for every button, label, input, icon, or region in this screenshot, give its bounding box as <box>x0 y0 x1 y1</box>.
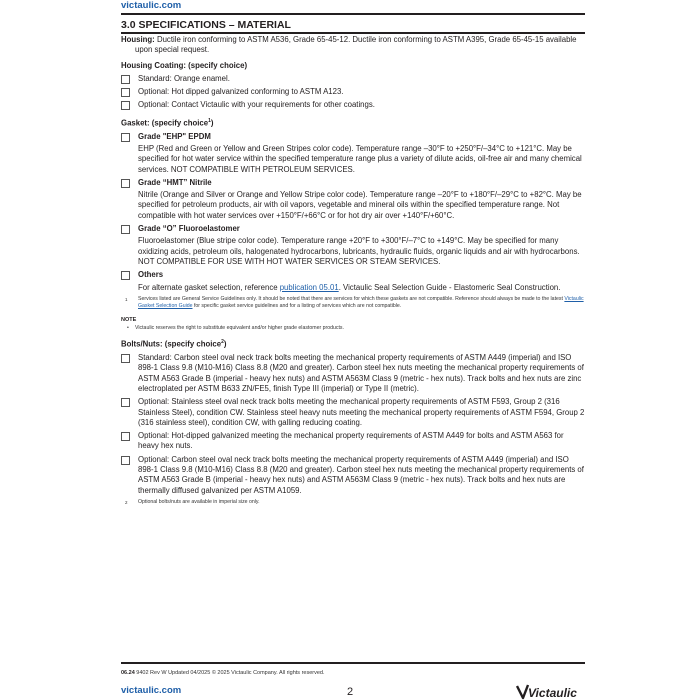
bolts-footnote: 2 Optional bolts/nuts are available in imperial size only. <box>125 498 260 505</box>
checkbox-icon[interactable] <box>121 225 130 234</box>
logo-wordmark: Victaulic <box>528 686 577 700</box>
checkbox-icon[interactable] <box>121 88 130 97</box>
gasket-o-description: Fluoroelastomer (Blue stripe color code). Temperature range +20°F to +300°F/–7°C to +149°C. May be specified for many oxidizing acids, petroleum oils, halogenated hydrocarbons, lubricants, hydraulic fluids, organic liquids and air with hydrocarbons. NOT COMPATIBLE FOR USE WITH HOT WATER SERVICES OR STEAM SERVICES. <box>138 236 580 266</box>
header-victaulic-link[interactable]: victaulic.com <box>121 0 182 11</box>
gasket-option-others[interactable]: Others <box>121 270 585 280</box>
checkbox-icon[interactable] <box>121 271 130 280</box>
checkbox-icon[interactable] <box>121 101 130 110</box>
checkbox-icon[interactable] <box>121 75 130 84</box>
checkbox-icon[interactable] <box>121 398 130 407</box>
gasket-option-hmt[interactable]: Grade “HMT” Nitrile <box>121 178 585 188</box>
housing-label: Housing: <box>121 35 155 44</box>
note-heading: NOTE <box>121 316 137 323</box>
bolts-option-stainless[interactable]: Optional: Stainless steel oval neck track bolts meeting the mechanical property requirements of ASTM F593, Group 2 (316 Stainless Steel), condition CW. Stainless steel heavy nuts meeting the mechanical property requirements of ASTM F594, Group 2 (316 stainless steel), condition CW, with galling reducing coating. <box>121 397 585 428</box>
footer-rule <box>121 662 585 664</box>
coating-option-other[interactable]: Optional: Contact Victaulic with your requirements for other coatings. <box>121 100 585 110</box>
gasket-option-ehp[interactable]: Grade "EHP" EPDM <box>121 132 585 142</box>
checkbox-icon[interactable] <box>121 432 130 441</box>
gasket-hmt-description: Nitrile (Orange and Silver or Orange and Yellow Stripe color code). Temperature range –20°F to +180°F/–29°C to +82°C. May be specified for petroleum products, air with oil vapors, vegetable and mineral oils within the specified temperature range. Not compatible with hot water services over +150°F/+66°C or for hot dry air over +140°F/+60°C. <box>138 190 582 220</box>
bolts-option-galvanized[interactable]: Optional: Hot-dipped galvanized meeting the mechanical property requirements of ASTM A449 for bolts and ASTM A563 for heavy hex nuts. <box>121 431 585 452</box>
footer-info <box>121 670 325 676</box>
gasket-heading: Gasket: (specify choice$^1$) <box>121 117 214 128</box>
coating-option-galvanized[interactable]: Optional: Hot dipped galvanized conforming to ASTM A123. <box>121 87 585 97</box>
coating-heading: Housing Coating: (specify choice) <box>121 60 248 70</box>
header-rule <box>121 13 585 15</box>
footer-victaulic-link[interactable]: victaulic.com <box>121 685 182 696</box>
housing-text: Ductile iron conforming to ASTM A536, Grade 65-45-12. Ductile iron conforming to ASTM A395, Grade 65-45-15 available upon special request. <box>135 35 577 55</box>
coating-option-standard[interactable]: Standard: Orange enamel. <box>121 74 585 84</box>
note-bullet: • Victaulic reserves the right to substitute equivalent and/or higher grade elastomer products. <box>127 325 344 332</box>
bolts-heading: Bolts/Nuts: (specify choice$^2$) <box>121 339 227 349</box>
gasket-others-description: For alternate gasket selection, reference publication 05.01. Victaulic Seal Selection Guide - Elastomeric Seal Construction. <box>138 282 561 292</box>
victaulic-logo <box>516 683 586 700</box>
checkbox-icon[interactable] <box>121 179 130 188</box>
footer-date: 06.24 <box>121 670 135 676</box>
spec-page <box>121 0 585 700</box>
bolts-option-standard[interactable]: Standard: Carbon steel oval neck track bolts meeting the mechanical property requirements of ASTM A449 (imperial) and ISO 898-1 Class 9.8 (M10-M16) Class 8.8 (M20 and greater). Carbon steel hex nuts meeting the mechanical property requirements of ASTM A563 Grade B (imperial - heavy hex nuts) and ASTM A563M Class 9 (metric - hex nuts). Track bolts and hex nuts are zinc electroplated per ASTM B633 ZN/FE5, finish Type III (imperial) or Type II (metric). <box>121 353 585 394</box>
section-rule <box>121 32 585 34</box>
logo-v-mark <box>517 685 528 698</box>
gasket-selection-guide-link[interactable]: Victaulic Gasket Selection Guide <box>138 295 584 309</box>
gasket-ehp-description: EHP (Red and Green or Yellow and Green Stripes color code). Temperature range –30°F to +250°F/–34°C to +121°C. May be specified for hot water service within the specified temperature range plus a variety of dilute acids, oil-free air and many chemical services. NOT COMPATIBLE WITH PETROLEUM SERVICES. <box>138 143 582 174</box>
section-title: 3.0 SPECIFICATIONS – MATERIAL <box>121 19 291 31</box>
gasket-footnote: 1 Services listed are General Service Guidelines only. It should be noted that there are services for which these gaskets are not compatible. Reference should always be made to the latest Victaulic Gasket Selection Guide for specific gasket service guidelines and for a listing of services which are not compatible. <box>125 295 584 309</box>
bolts-option-thermal[interactable]: Optional: Carbon steel oval neck track bolts meeting the mechanical property requirements of ASTM A449 (imperial) and ISO 898-1 Class 9.8 (M10-M16) Class 8.8 (M20 and greater). Carbon steel hex nuts meeting the mechanical property requirements of ASTM A563 Grade B (imperial - heavy hex nuts) and ASTM A563M Class 9 (metric - hex nuts). Track bolts and hex nuts are thermally diffused galvanized per ASTM A1059. <box>121 455 585 496</box>
gasket-option-o[interactable]: Grade “O” Fluoroelastomer <box>121 224 585 234</box>
checkbox-icon[interactable] <box>121 456 130 465</box>
publication-link[interactable]: publication 05.01 <box>279 282 339 292</box>
checkbox-icon[interactable] <box>121 133 130 142</box>
housing-paragraph <box>121 35 585 56</box>
checkbox-icon[interactable] <box>121 354 130 363</box>
spec-body <box>121 35 585 506</box>
footer-rev: 9402 Rev W Updated 04/2025 © 2025 Victaulic Company. All rights reserved. <box>134 670 325 676</box>
page-number: 2 <box>347 686 354 698</box>
